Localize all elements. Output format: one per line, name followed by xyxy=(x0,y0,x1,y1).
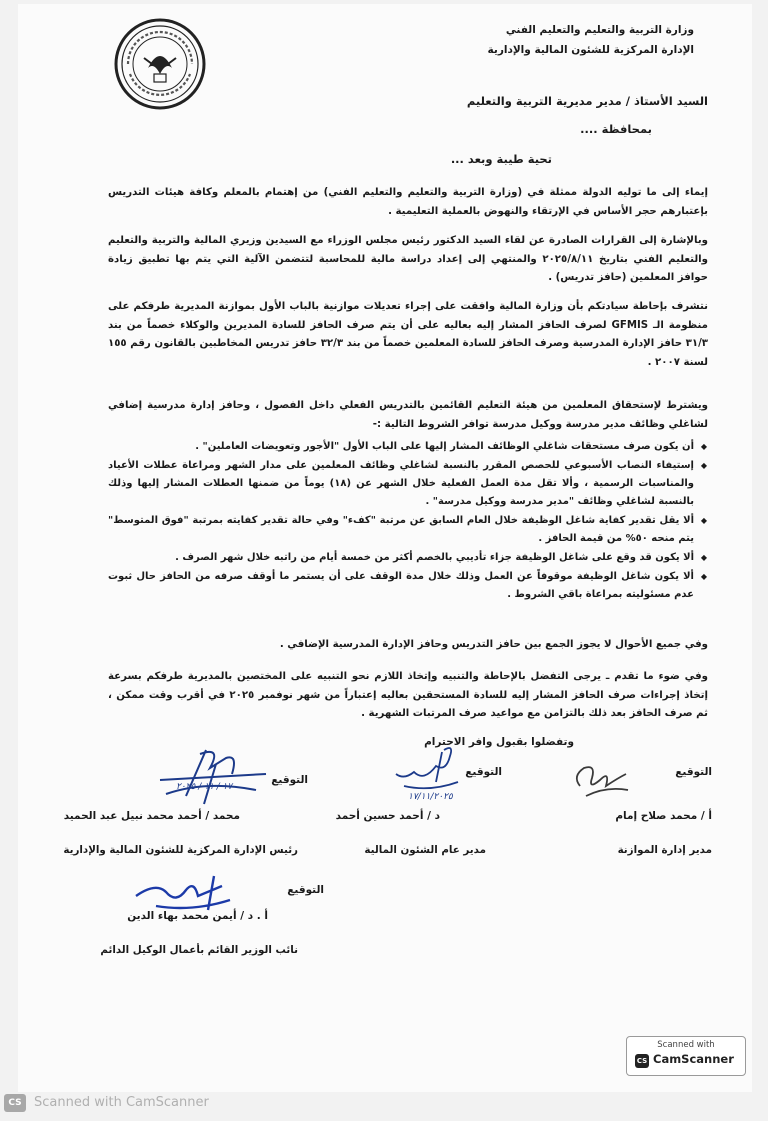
badge-caption: Scanned with xyxy=(657,1040,715,1050)
signature-label: التوقيع xyxy=(271,774,308,786)
list-item: ◆ أن يكون صرف مستحقات شاغلي الوظائف المشار إليها على الباب الأول "الأجور وتعويضات العاملين" . xyxy=(108,438,694,456)
list-item: ◆ ألا يكون شاغل الوظيفة موقوفاً عن العمل وذلك خلال مدة الوقف على أن يستمر ما أوقف صرفه من الحافز حال ثبوت عدم مسئوليته بمراعاة باقي الشروط . xyxy=(108,568,694,604)
signature-label: التوقيع xyxy=(465,766,502,778)
note-paragraph: وفي جميع الأحوال لا يجوز الجمع بين حافز التدريس وحافز الإدارة المدرسية الإضافي . xyxy=(279,639,708,650)
list-item: ◆ إستيفاء النصاب الأسبوعي للحصص المقرر بالنسبة لشاغلي وظائف المعلمين على مدار الشهر ومراعاة عطلات الأعياد والمناسبات الرسمية ، وألا تقل مدة العمل الفعلية خلال الشهر عن (١٨) يوماً من ضمنها العطلات المشار إليها وذلك بالنسبة لشاغلي وظائف "مدير مدرسة ووكيل مدرسة" . xyxy=(108,457,694,511)
addressee: السيد الأستاذ / مدير مديرية التربية والتعليم xyxy=(466,94,708,108)
signature-scribble-central-admin xyxy=(146,744,276,812)
signer-title: مدير عام الشئون المالية xyxy=(364,844,486,856)
list-item: ◆ ألا يقل تقدير كفاية شاغل الوظيفة خلال العام السابق عن مرتبة "كفء" وفي حالة تقدير كفايته بمرتبة "فوق المتوسط" يتم منحه ٥٠% من قيمة الحافز . xyxy=(108,512,694,548)
document-page xyxy=(18,4,752,1092)
list-item: ◆ ألا يكون قد وقع على شاغل الوظيفة جزاء تأديبي بالخصم أكثر من خمسة أيام من راتبه خلال شهر الصرف . xyxy=(108,549,694,567)
signature-scribble-budget xyxy=(566,756,636,804)
ministry-name: وزارة التربية والتعليم والتعليم الفني xyxy=(505,24,694,36)
camscanner-badge xyxy=(626,1036,746,1076)
paragraph-1: إيماء إلى ما توليه الدولة ممثلة في (وزارة التربية والتعليم والتعليم الفني) من إهتمام بالمعلم وكافة هيئات التدريس بإعتبارهم حجر الأساس في الإرتقاء والنهوض بالعملية التعليمية . xyxy=(108,187,708,217)
department-name: الإدارة المركزية للشئون المالية والإدارية xyxy=(487,44,694,56)
camscanner-logo-icon: CS xyxy=(635,1054,649,1068)
signer-name: د / أحمد حسين أحمد xyxy=(335,810,440,822)
badge-brand: CamScanner xyxy=(653,1052,734,1066)
signature-label: التوقيع xyxy=(675,766,712,778)
letterhead xyxy=(488,20,694,60)
signer-name: أ / محمد صلاح إمام xyxy=(615,810,712,822)
handwritten-date: ١٧/١١/٢٠٢٥ xyxy=(408,792,453,802)
greeting: تحية طيبة وبعد ... xyxy=(450,152,552,166)
governorate: بمحافظة .... xyxy=(580,122,652,136)
ministry-seal-icon xyxy=(114,18,206,110)
closing-paragraph: وفي ضوء ما تقدم ـ يرجى التفضل بالإحاطة والتنبيه وإتخاذ اللازم نحو التنبيه على المختصين بالمديرية طرفكم بسرعة إتخاذ إجراءات صرف الحافز المشار إليه للسادة المستحقين بعاليه إعتباراً من شهر نوفمبر ٢٠٢٥ في أقرب وقت ممكن ، ثم صرف الحافز بعد ذلك بالتزامن مع مواعيد صرف المرتبات الشهرية . xyxy=(108,671,708,719)
signer-title: نائب الوزير القائم بأعمال الوكيل الدائم xyxy=(100,944,298,956)
signature-label: التوقيع xyxy=(287,884,324,896)
camscanner-footer-logo-icon: CS xyxy=(4,1094,26,1112)
signer-title: رئيس الإدارة المركزية للشئون المالية والإدارية xyxy=(63,844,298,856)
footer-text: Scanned with CamScanner xyxy=(34,1095,209,1110)
handwritten-date: ١٧ / ١١ / ٢٠٢٥ xyxy=(176,782,233,792)
signer-name: أ . د / أيمن محمد بهاء الدين xyxy=(127,910,268,922)
paragraph-2: وبالإشارة إلى القرارات الصادرة عن لقاء السيد الدكتور رئيس مجلس الوزراء مع السيدين وزيري المالية والتربية والتعليم والتعليم الفني بتاريخ ٢٠٢٥/٨/١١ والمنتهي إلى إعداد دراسة مالية للمحاسبة لتتضمن الآلية التي يتم بها تطبيق زيادة حوافز المعلمين (حافز تدريس) . xyxy=(108,235,708,283)
signer-name: محمد / أحمد محمد نبيل عبد الحميد xyxy=(63,810,240,822)
signer-title: مدير إدارة الموازنة xyxy=(617,844,712,856)
conditions-list xyxy=(108,438,708,605)
paragraph-4: ويشترط لإستحقاق المعلمين من هيئة التعليم القائمين بالتدريس الفعلي داخل الفصول ، وحافز إدارة مدرسية إضافي لشاغلي وظائف مدير مدرسة ووكيل مدرسة توافر الشروط التالية :- xyxy=(108,400,708,430)
paragraph-3: نتشرف بإحاطة سيادتكم بأن وزارة المالية وافقت على إجراء تعديلات موازنية بالباب الأول بموازنة المديرية طرفكم على منظومة الـ GFMIS لصرف الحافز المشار إليه بعاليه على أن يتم صرف الحافز للسادة المديرين والوكلاء خصماً من بند ٣١/٣ حافز الإدارة المدرسية وصرف الحافز للسادة المعلمين خصماً من بند ٣٢/٣ حافز تدريس المخاطبين بالقانون رقم ١٥٥ لسنة ٢٠٠٧ . xyxy=(108,301,709,368)
regards-line: وتفضلوا بقبول وافر الاحترام xyxy=(424,736,574,748)
